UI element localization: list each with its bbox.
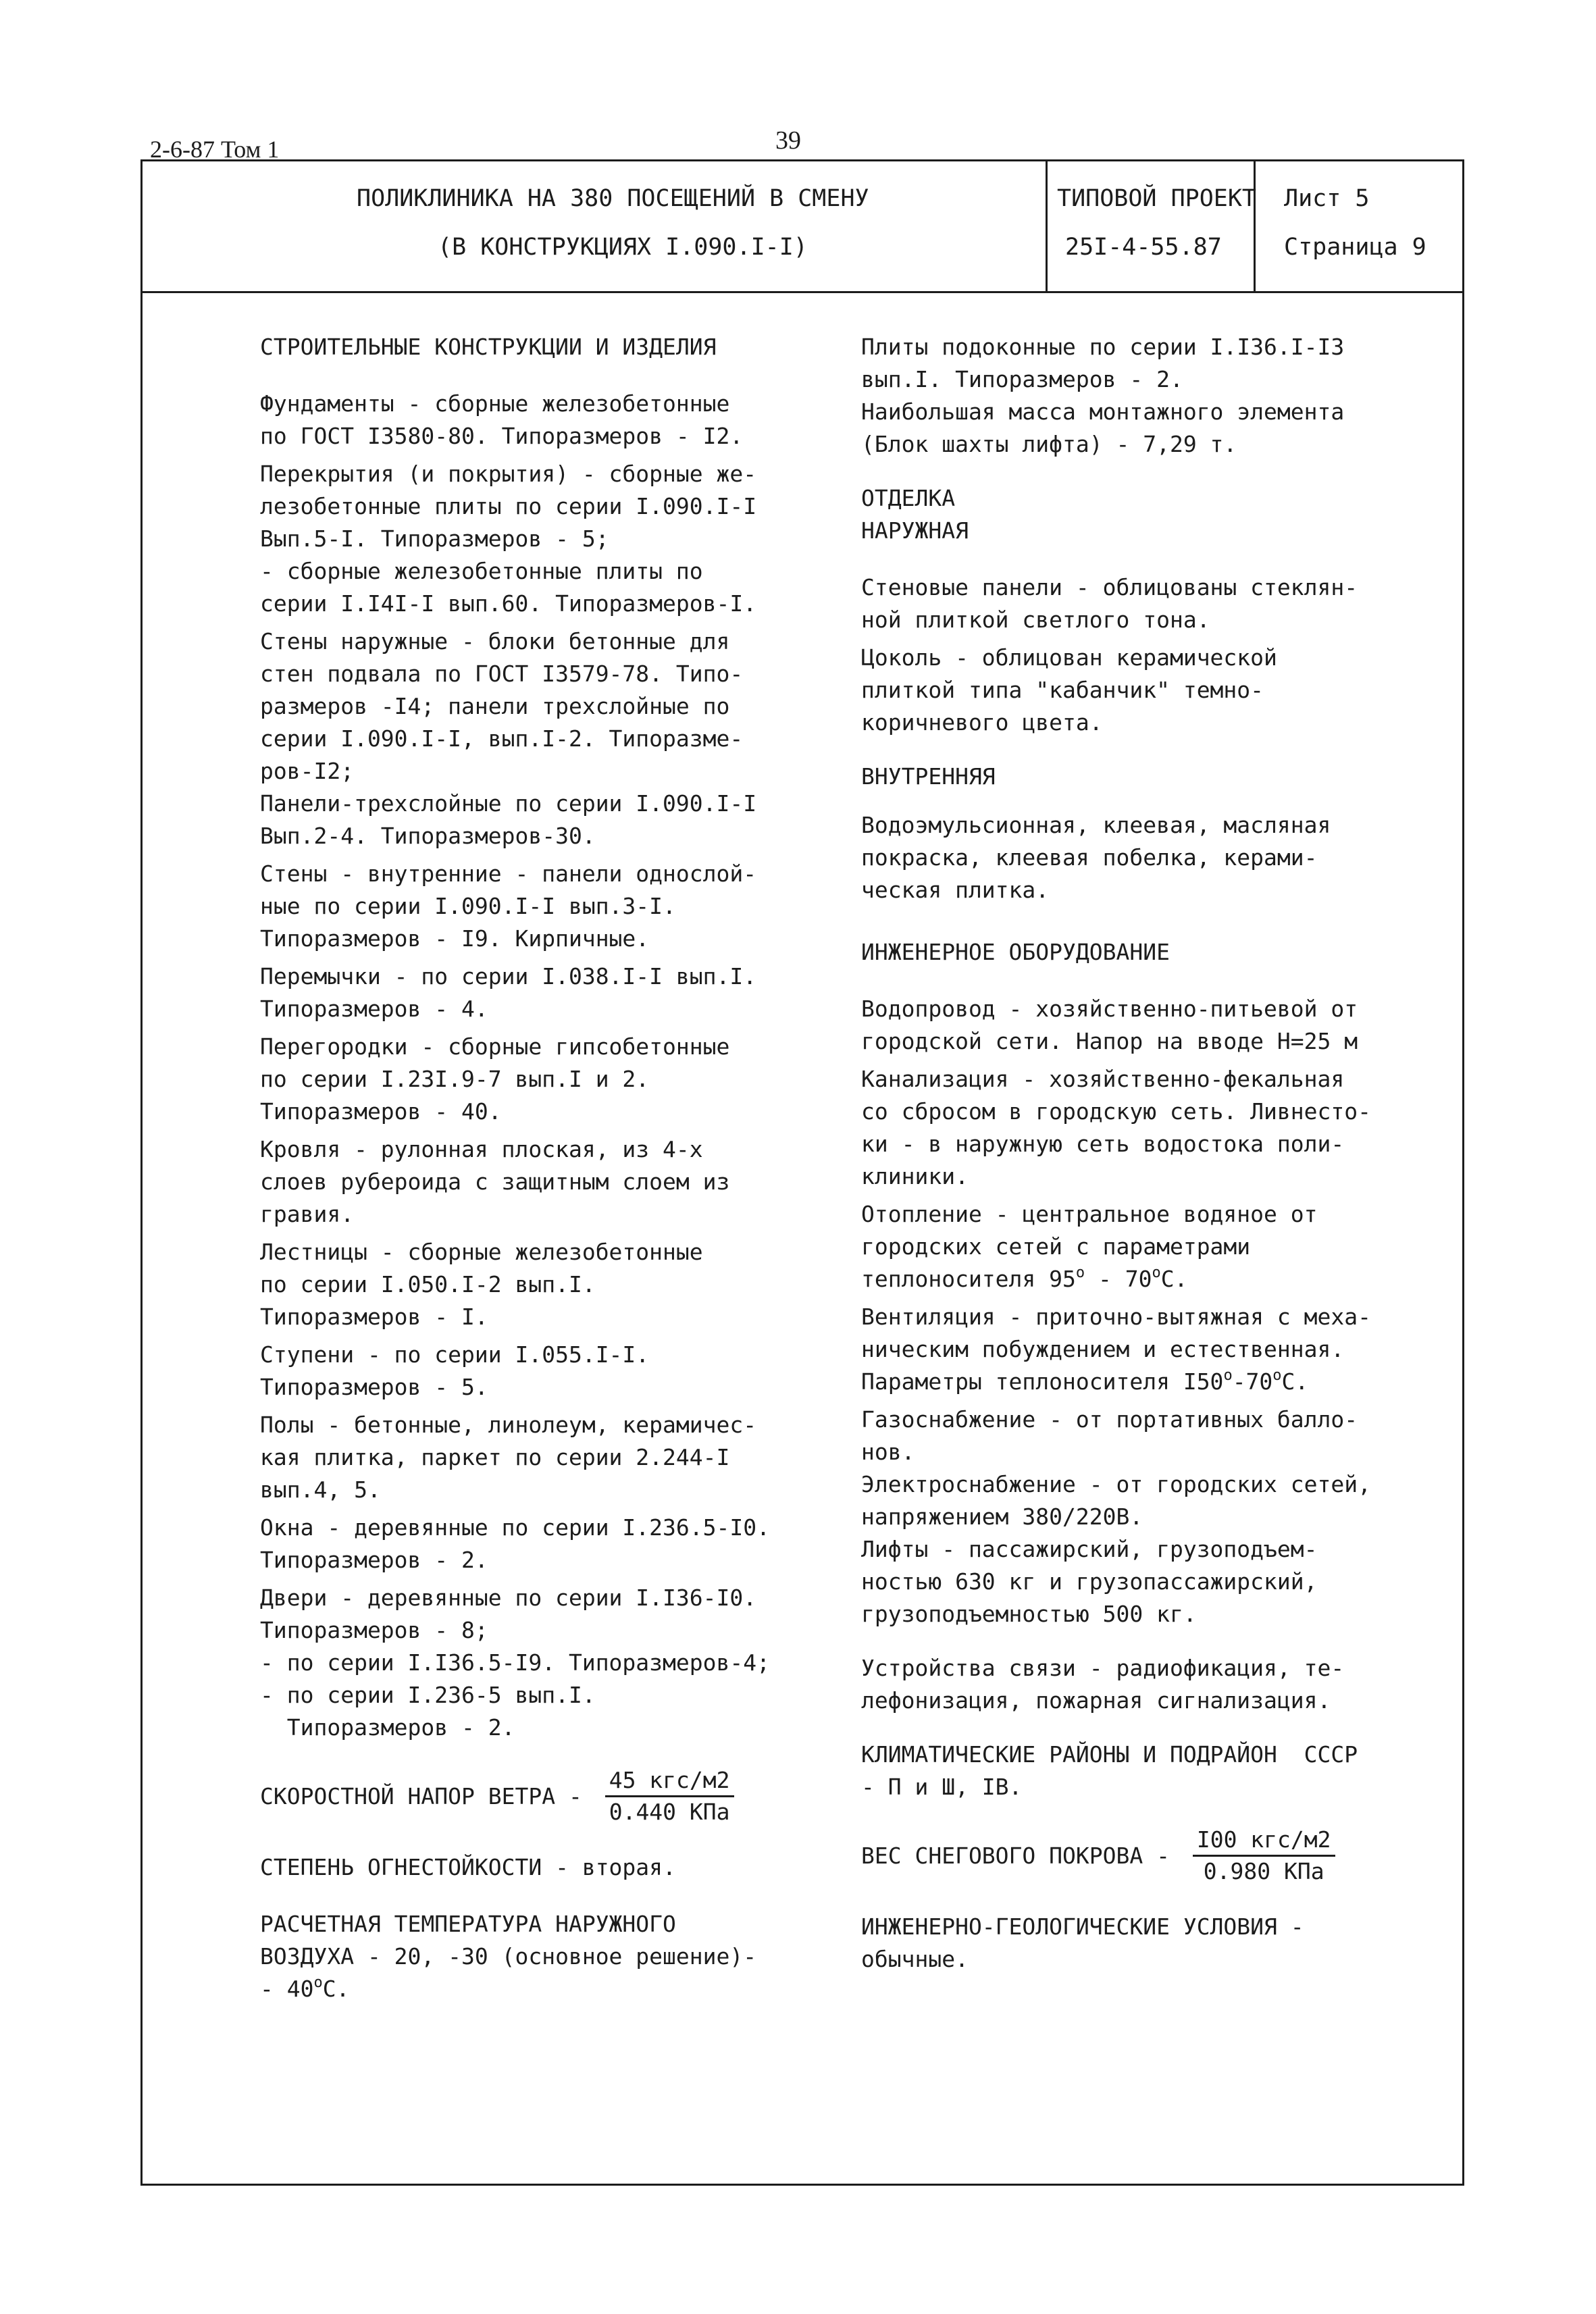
temperature-line-2: ВОЗДУХА - 20, -30 (основное решение)- [260, 1943, 757, 1970]
geology-text: ИНЖЕНЕРНО-ГЕОЛОГИЧЕСКИЕ УСЛОВИЯ - обычные. [861, 1913, 1304, 1972]
title-cell [140, 159, 1048, 291]
heating-line-2: городских сетей с параметрами [861, 1233, 1251, 1260]
project-number: 25I-4-55.87 [1065, 234, 1222, 261]
project-cell [1048, 159, 1256, 291]
page-label: Страница 9 [1284, 234, 1426, 261]
power-supply-text: Электроснабжение - от городских сетей, напряжением 380/220В. [861, 1471, 1371, 1530]
lifts-text: Лифты - пассажирский, грузоподъем- ностью 630 кг и грузопассажирский, грузоподъемностью 500 кг. [861, 1536, 1318, 1627]
sheet-number: Лист 5 [1284, 185, 1370, 212]
fire-resistance: СТЕПЕНЬ ОГНЕСТОЙКОСТИ - вторая. [260, 1854, 676, 1880]
project-subtitle: (В КОНСТРУКЦИЯХ I.090.I-I) [438, 234, 808, 261]
floors-text: Перекрытия (и покрытия) - сборные же- лезобетонные плиты по серии I.090.I-I Вып.5-I. Типоразмеров - 5; - сборные железобетонные плиты по серии I.I4I-I вып.60. Типоразмеров-I. [260, 461, 757, 617]
heating-temp-1: теплоносителя 95 [861, 1266, 1076, 1292]
plinth-text: Цоколь - облицован керамической плиткой типа "кабанчик" темно- коричневого цвета. [861, 644, 1277, 736]
gas-supply-text: Газоснабжение - от портативных балло- нов. [861, 1406, 1358, 1465]
title-block [140, 159, 1464, 293]
inner-finish-heading: ВНУТРЕННЯЯ [861, 763, 996, 790]
section-heading-structures: СТРОИТЕЛЬНЫЕ КОНСТРУКЦИИ И ИЗДЕЛИЯ [260, 334, 717, 360]
degree-sign: о [1075, 1264, 1085, 1281]
right-column [861, 331, 1422, 1981]
snow-numerator: I00 кгс/м2 [1193, 1825, 1335, 1857]
partitions-text: Перегородки - сборные гипсобетонные по серии I.23I.9-7 вып.I и 2. Типоразмеров - 40. [260, 1033, 730, 1125]
ventilation-line-3 [861, 1366, 1422, 1398]
climate-text: КЛИМАТИЧЕСКИЕ РАЙОНЫ И ПОДРАЙОН СССР - П и Ш, IВ. [861, 1741, 1358, 1800]
water-supply-text: Водопровод - хозяйственно-питьевой от городской сети. Напор на вводе Н=25 м [861, 996, 1358, 1054]
foundations-text: Фундаменты - сборные железобетонные по ГОСТ I3580-80. Типоразмеров - I2. [260, 390, 744, 449]
degree-sign: о [1152, 1264, 1161, 1281]
ventilation-temp-1: Параметры теплоносителя I50 [861, 1368, 1224, 1395]
snow-load [861, 1825, 1422, 1886]
wall-panels-text: Стеновые панели - облицованы стеклян- ной плиткой светлого тона. [861, 574, 1358, 633]
degree-sign: о [1272, 1367, 1282, 1384]
sewerage-text: Канализация - хозяйственно-фекальная со сбросом в городскую сеть. Ливнесто- ки - в наружную сеть водостока поли- клиники. [861, 1066, 1371, 1189]
project-title: ПОЛИКЛИНИКА НА 380 ПОСЕЩЕНИЙ В СМЕНУ [357, 185, 869, 212]
steps-text: Ступени - по серии I.055.I-I. Типоразмеров - 5. [260, 1341, 650, 1400]
ventilation-unit: С. [1281, 1368, 1309, 1395]
lintels-text: Перемычки - по серии I.038.I-I вып.I. Типоразмеров - 4. [260, 963, 757, 1022]
degree-sign: о [1223, 1367, 1233, 1384]
engineering-heading: ИНЖЕНЕРНОЕ ОБОРУДОВАНИЕ [861, 939, 1170, 965]
ventilation-line-1: Вентиляция - приточно-вытяжная с меха- [861, 1304, 1371, 1330]
outer-finish-heading: НАРУЖНАЯ [861, 517, 969, 544]
document-code: 2-6-87 Том 1 [150, 136, 280, 163]
wind-label: СКОРОСТНОЙ НАПОР ВЕТРА - [260, 1782, 596, 1809]
temperature-unit: С. [322, 1976, 350, 2002]
ventilation-line-2: ническим побуждением и естественная. [861, 1336, 1345, 1362]
inner-walls-text: Стены - внутренние - панели однослой- ные по серии I.090.I-I вып.3-I. Типоразмеров - I9. Кирпичные. [260, 860, 757, 952]
temperature-line-3 [260, 1973, 794, 2005]
temperature-line-1: РАСЧЕТНАЯ ТЕМПЕРАТУРА НАРУЖНОГО [260, 1911, 676, 1937]
snow-denominator: 0.980 КПа [1203, 1858, 1324, 1884]
snow-fraction [1193, 1825, 1335, 1886]
floor-cover-text: Полы - бетонные, линолеум, керамичес- кая плитка, паркет по серии 2.244-I вып.4, 5. [260, 1412, 757, 1503]
heating-temp-2: - 70 [1085, 1266, 1152, 1292]
inner-finish-text: Водоэмульсионная, клеевая, масляная покраска, клеевая побелка, керами- ческая плитка. [861, 812, 1331, 903]
doors-text: Двери - деревянные по серии I.I36-I0. Типоразмеров - 8; - по серии I.I36.5-I9. Типоразмеров-4; - по серии I.236-5 вып.I. Типоразмеров - 2. [260, 1585, 770, 1741]
window-sills-text: Плиты подоконные по серии I.I36.I-I3 вып.I. Типоразмеров - 2. Наибольшая масса монтажного элемента (Блок шахты лифта) - 7,29 т. [861, 334, 1345, 457]
ventilation-temp-2: -70 [1232, 1368, 1273, 1395]
project-label: ТИПОВОЙ ПРОЕКТ [1057, 185, 1257, 212]
wind-denominator: 0.440 КПа [609, 1799, 730, 1825]
finish-heading: ОТДЕЛКА [861, 485, 956, 511]
windows-text: Окна - деревянные по серии I.236.5-I0. Типоразмеров - 2. [260, 1514, 770, 1573]
stairs-text: Лестницы - сборные железобетонные по серии I.050.I-2 вып.I. Типоразмеров - I. [260, 1239, 703, 1330]
roof-text: Кровля - рулонная плоская, из 4-х слоев рубероида с защитным слоем из гравия. [260, 1136, 730, 1227]
snow-label: ВЕС СНЕГОВОГО ПОКРОВА - [861, 1842, 1183, 1869]
heating-line-3 [861, 1263, 1422, 1295]
wind-pressure [260, 1766, 794, 1827]
sheet-cell [1256, 159, 1462, 291]
page-number: 39 [775, 126, 801, 155]
temperature-value: - 40 [260, 1976, 314, 2002]
wind-fraction [605, 1766, 734, 1827]
communications-text: Устройства связи - радиофикация, те- лефонизация, пожарная сигнализация. [861, 1655, 1345, 1714]
heating-line-1: Отопление - центральное водяное от [861, 1201, 1318, 1227]
wind-numerator: 45 кгс/м2 [605, 1766, 734, 1797]
degree-sign: о [313, 1974, 323, 1991]
left-column [260, 331, 794, 2005]
heating-unit: С. [1160, 1266, 1188, 1292]
outer-walls-text: Стены наружные - блоки бетонные для стен подвала по ГОСТ I3579-78. Типо- размеров -I4; панели трехслойные по серии I.090.I-I, вып.I-2. Типоразме- ров-I2; Панели-трехслойные по серии I.090.I-I Вып.2-4. Типоразмеров-30. [260, 628, 757, 849]
